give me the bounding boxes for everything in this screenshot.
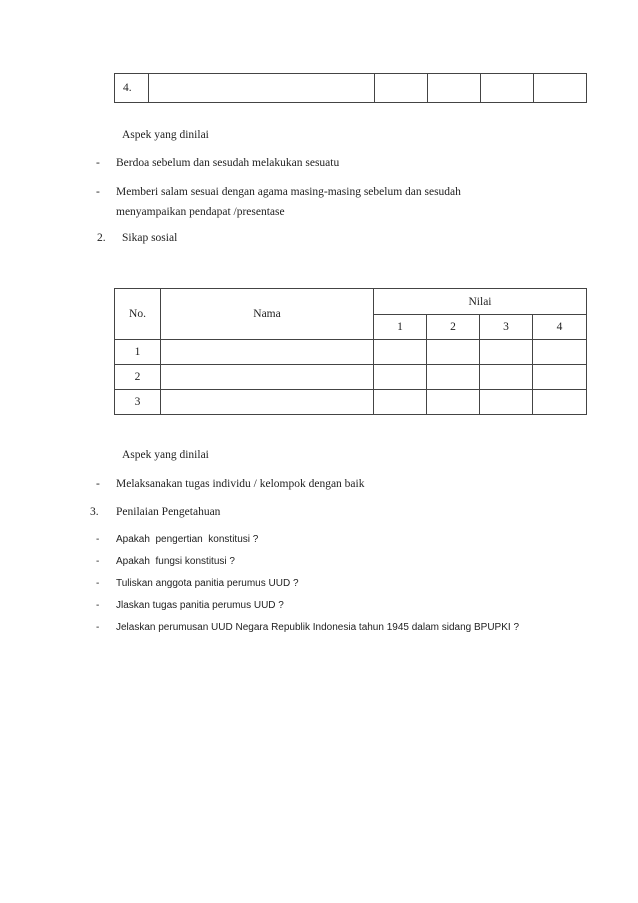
score-cell [427, 340, 480, 365]
score-cell [427, 390, 480, 415]
table-row [115, 390, 587, 415]
score-header: 1 [374, 315, 427, 340]
list-item-continuation: menyampaikan pendapat /presentase [116, 206, 285, 218]
score-header: 4 [533, 315, 587, 340]
table-row [115, 74, 587, 103]
score-cell [533, 340, 587, 365]
question-item: Tuliskan anggota panitia perumus UUD ? [116, 578, 299, 589]
list-bullet: - [96, 578, 100, 589]
score-cell [428, 74, 481, 103]
header-nilai: Nilai [374, 289, 587, 315]
score-cell [374, 365, 427, 390]
name-cell [161, 390, 374, 415]
list-item: Berdoa sebelum dan sesudah melakukan sesuatu [116, 157, 340, 169]
list-item: Memberi salam sesuai dengan agama masing-masing sebelum dan sesudah [116, 186, 461, 198]
question-item: Jlaskan tugas panitia perumus UUD ? [116, 600, 284, 611]
score-cell [374, 340, 427, 365]
assessment-table-spiritual [114, 73, 587, 103]
score-cell [480, 340, 533, 365]
row-number-cell: 3 [115, 390, 161, 415]
score-cell [480, 390, 533, 415]
section-number: 3. [90, 506, 99, 518]
score-cell [427, 365, 480, 390]
score-cell [533, 390, 587, 415]
score-cell [374, 390, 427, 415]
assessment-table-social [114, 288, 587, 415]
name-cell [161, 340, 374, 365]
score-cell [480, 365, 533, 390]
list-bullet: - [96, 622, 100, 633]
list-bullet: - [96, 534, 100, 545]
aspect-label: Aspek yang dinilai [122, 449, 209, 461]
section-number: 2. [97, 232, 106, 244]
section-title: Penilaian Pengetahuan [116, 506, 221, 518]
header-no: No. [115, 289, 161, 340]
row-number-cell: 4. [115, 74, 149, 103]
row-number-cell: 2 [115, 365, 161, 390]
list-bullet: - [96, 157, 100, 169]
section-title: Sikap sosial [122, 232, 178, 244]
name-cell [149, 74, 375, 103]
score-header: 2 [427, 315, 480, 340]
score-cell [534, 74, 587, 103]
list-bullet: - [96, 556, 100, 567]
header-nama: Nama [161, 289, 374, 340]
aspect-label: Aspek yang dinilai [122, 129, 209, 141]
list-bullet: - [96, 186, 100, 198]
question-item: Apakah fungsi konstitusi ? [116, 556, 235, 567]
table-row [115, 365, 587, 390]
question-item: Apakah pengertian konstitusi ? [116, 534, 259, 545]
score-cell [375, 74, 428, 103]
name-cell [161, 365, 374, 390]
score-header: 3 [480, 315, 533, 340]
score-cell [481, 74, 534, 103]
row-number-cell: 1 [115, 340, 161, 365]
list-item: Melaksanakan tugas individu / kelompok dengan baik [116, 478, 365, 490]
question-item: Jelaskan perumusan UUD Negara Republik Indonesia tahun 1945 dalam sidang BPUPKI ? [116, 622, 520, 633]
table-row [115, 340, 587, 365]
score-cell [533, 365, 587, 390]
list-bullet: - [96, 600, 100, 611]
table-header-row [115, 289, 587, 315]
list-bullet: - [96, 478, 100, 490]
